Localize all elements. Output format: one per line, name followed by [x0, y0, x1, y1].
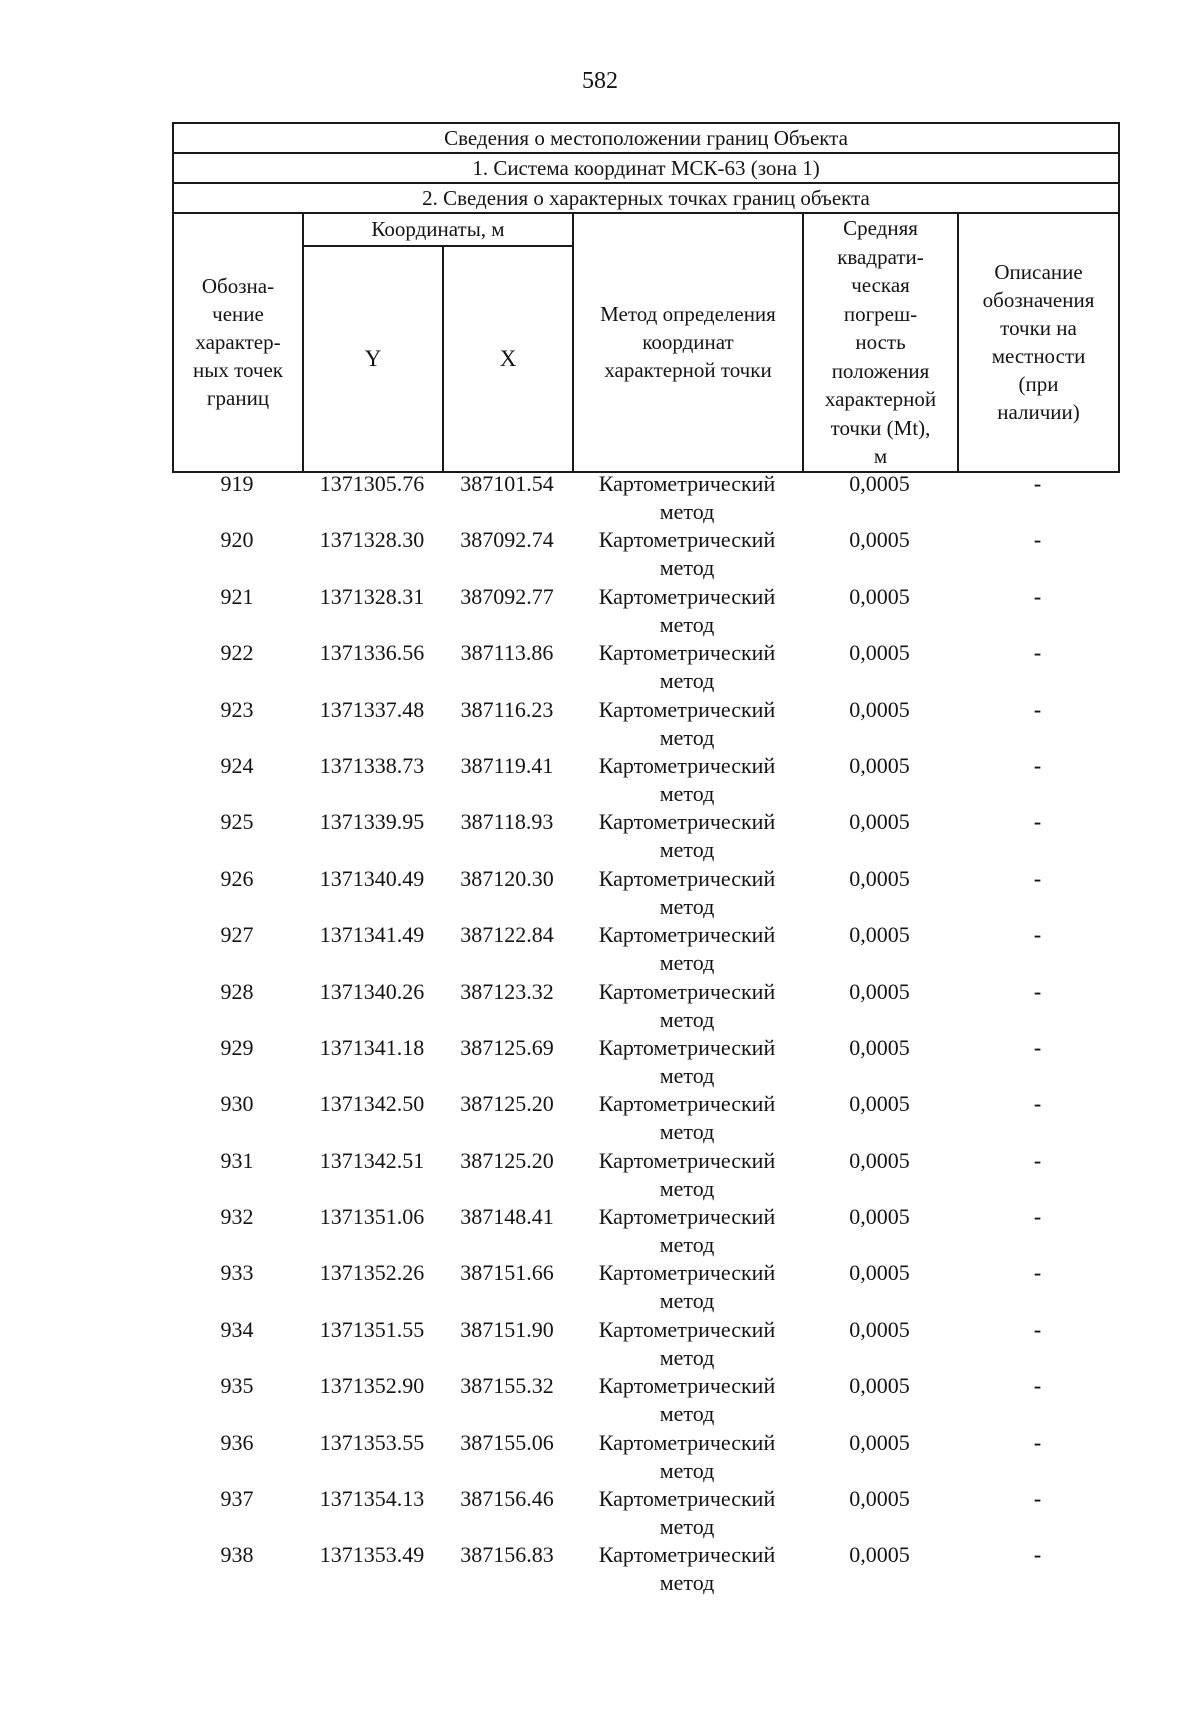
description: - — [1033, 1486, 1042, 1512]
coordinate-x: 387113.86 — [460, 640, 554, 666]
page-number: 582 — [582, 68, 618, 94]
method: Картометрический метод — [598, 1204, 776, 1258]
coordinate-y: 1371336.56 — [319, 640, 425, 666]
coordinate-x: 387120.30 — [460, 865, 554, 891]
description: - — [1033, 696, 1042, 722]
point-number: 926 — [220, 865, 254, 891]
method: Картометрический метод — [598, 583, 776, 637]
table-row — [172, 1485, 1118, 1541]
column-header-description: Описание обозначения точки на местности (при наличии) — [958, 213, 1119, 472]
coordinate-y: 1371353.49 — [319, 1542, 425, 1568]
coordinate-x: 387151.66 — [460, 1260, 554, 1286]
table-row — [172, 921, 1118, 977]
description: - — [1033, 583, 1042, 609]
error-value: 0,0005 — [849, 978, 910, 1004]
point-number: 933 — [220, 1260, 254, 1286]
boundary-points-header — [172, 122, 1120, 473]
coordinate-x: 387155.32 — [460, 1373, 554, 1399]
table-row — [172, 808, 1118, 864]
column-header-method: Метод определения координат характерной точки — [573, 213, 803, 472]
boundary-points-list — [172, 470, 1118, 1598]
point-number: 932 — [220, 1204, 254, 1230]
table-row — [172, 639, 1118, 695]
error-value: 0,0005 — [849, 865, 910, 891]
error-value: 0,0005 — [849, 471, 910, 496]
method: Картометрический метод — [598, 640, 776, 694]
point-number: 923 — [220, 696, 254, 722]
description: - — [1033, 865, 1042, 891]
method: Картометрический метод — [598, 752, 776, 806]
column-header-designation: Обозна- чение характер- ных точек границ — [173, 213, 303, 472]
coordinate-y: 1371328.31 — [319, 583, 425, 609]
error-value: 0,0005 — [849, 1486, 910, 1512]
point-number: 936 — [220, 1429, 254, 1455]
method: Картометрический метод — [598, 1034, 776, 1088]
error-value: 0,0005 — [849, 1034, 910, 1060]
description: - — [1033, 1316, 1042, 1342]
table-row — [172, 1203, 1118, 1259]
point-number: 928 — [220, 978, 254, 1004]
table-row — [172, 1429, 1118, 1485]
description: - — [1033, 1373, 1042, 1399]
coordinate-y: 1371341.18 — [319, 1034, 425, 1060]
method: Картометрический метод — [598, 1147, 776, 1201]
table-row — [172, 978, 1118, 1034]
method: Картометрический метод — [598, 527, 776, 581]
error-value: 0,0005 — [849, 1204, 910, 1230]
description: - — [1033, 1429, 1042, 1455]
table-row — [172, 526, 1118, 582]
error-value: 0,0005 — [849, 809, 910, 835]
coordinate-x: 387122.84 — [460, 922, 554, 948]
coordinate-y: 1371354.13 — [319, 1486, 425, 1512]
coordinate-y: 1371352.90 — [319, 1373, 425, 1399]
table-row — [172, 1372, 1118, 1428]
method: Картометрический метод — [598, 471, 776, 524]
method: Картометрический метод — [598, 1429, 776, 1483]
coordinate-y: 1371339.95 — [319, 809, 425, 835]
coordinate-x: 387156.83 — [460, 1542, 554, 1568]
method: Картометрический метод — [598, 1373, 776, 1427]
table-row — [172, 583, 1118, 639]
coordinate-x: 387155.06 — [460, 1429, 554, 1455]
table-row — [172, 1034, 1118, 1090]
coordinate-x: 387116.23 — [460, 696, 554, 722]
coordinate-x: 387123.32 — [460, 978, 554, 1004]
table-row — [172, 865, 1118, 921]
column-header-coordinates: Координаты, м — [303, 213, 573, 246]
coordinate-x: 387156.46 — [460, 1486, 554, 1512]
table-row — [172, 752, 1118, 808]
point-number: 934 — [220, 1316, 254, 1342]
table-row — [172, 1147, 1118, 1203]
coordinate-y: 1371353.55 — [319, 1429, 425, 1455]
description: - — [1033, 527, 1042, 553]
section-title: 2. Сведения о характерных точках границ объекта — [173, 183, 1119, 213]
method: Картометрический метод — [598, 978, 776, 1032]
error-value: 0,0005 — [849, 583, 910, 609]
method: Картометрический метод — [598, 1316, 776, 1370]
table-row — [172, 696, 1118, 752]
description: - — [1033, 922, 1042, 948]
coordinate-x: 387092.74 — [460, 527, 554, 553]
description: - — [1033, 1260, 1042, 1286]
coordinate-y: 1371305.76 — [319, 471, 425, 496]
coordinate-x: 387119.41 — [460, 752, 554, 778]
coordinate-y: 1371341.49 — [319, 922, 425, 948]
coordinate-x: 387151.90 — [460, 1316, 554, 1342]
point-number: 925 — [220, 809, 254, 835]
table-row — [172, 470, 1118, 526]
method: Картометрический метод — [598, 1091, 776, 1145]
description: - — [1033, 809, 1042, 835]
method: Картометрический метод — [598, 1260, 776, 1314]
coordinate-x: 387125.20 — [460, 1091, 554, 1117]
description: - — [1033, 640, 1042, 666]
method: Картометрический метод — [598, 1542, 776, 1596]
coordinate-y: 1371351.55 — [319, 1316, 425, 1342]
coordinate-y: 1371342.51 — [319, 1147, 425, 1173]
error-value: 0,0005 — [849, 527, 910, 553]
column-header-y: Y — [303, 246, 443, 472]
error-value: 0,0005 — [849, 1147, 910, 1173]
error-value: 0,0005 — [849, 1316, 910, 1342]
error-value: 0,0005 — [849, 1260, 910, 1286]
coordinate-y: 1371342.50 — [319, 1091, 425, 1117]
coordinate-x: 387125.20 — [460, 1147, 554, 1173]
coordinate-y: 1371352.26 — [319, 1260, 425, 1286]
table-row — [172, 1316, 1118, 1372]
coordinate-y: 1371338.73 — [319, 752, 425, 778]
coordinate-y: 1371328.30 — [319, 527, 425, 553]
point-number: 922 — [220, 640, 254, 666]
coordinate-y: 1371351.06 — [319, 1204, 425, 1230]
description: - — [1033, 471, 1042, 496]
point-number: 924 — [220, 752, 254, 778]
coordinate-y: 1371340.49 — [319, 865, 425, 891]
coordinate-x: 387092.77 — [460, 583, 554, 609]
method: Картометрический метод — [598, 696, 776, 750]
point-number: 938 — [220, 1542, 254, 1568]
column-header-x: X — [443, 246, 573, 472]
point-number: 930 — [220, 1091, 254, 1117]
coordinate-x: 387118.93 — [460, 809, 554, 835]
description: - — [1033, 1147, 1042, 1173]
method: Картометрический метод — [598, 1486, 776, 1540]
point-number: 935 — [220, 1373, 254, 1399]
error-value: 0,0005 — [849, 1373, 910, 1399]
method: Картометрический метод — [598, 809, 776, 863]
error-value: 0,0005 — [849, 696, 910, 722]
error-value: 0,0005 — [849, 922, 910, 948]
description: - — [1033, 1034, 1042, 1060]
coordinate-x: 387148.41 — [460, 1204, 554, 1230]
coordinate-y: 1371340.26 — [319, 978, 425, 1004]
point-number: 931 — [220, 1147, 254, 1173]
description: - — [1033, 1204, 1042, 1230]
error-value: 0,0005 — [849, 1542, 910, 1568]
table-row — [172, 1090, 1118, 1146]
method: Картометрический метод — [598, 865, 776, 919]
error-value: 0,0005 — [849, 1429, 910, 1455]
coordinate-system: 1. Система координат МСК-63 (зона 1) — [173, 153, 1119, 183]
column-header-error: Средняя квадрати- ческая погреш- ность положения характерной точки (Mt), м — [803, 213, 958, 472]
point-number: 920 — [220, 527, 254, 553]
method: Картометрический метод — [598, 922, 776, 976]
point-number: 927 — [220, 922, 254, 948]
point-number: 919 — [220, 471, 254, 496]
table-row — [172, 1259, 1118, 1315]
description: - — [1033, 1542, 1042, 1568]
coordinate-x: 387125.69 — [460, 1034, 554, 1060]
coordinate-x: 387101.54 — [460, 471, 554, 496]
description: - — [1033, 978, 1042, 1004]
description: - — [1033, 1091, 1042, 1117]
error-value: 0,0005 — [849, 640, 910, 666]
point-number: 937 — [220, 1486, 254, 1512]
error-value: 0,0005 — [849, 752, 910, 778]
table-row — [172, 1541, 1118, 1597]
document-title: Сведения о местоположении границ Объекта — [173, 123, 1119, 153]
error-value: 0,0005 — [849, 1091, 910, 1117]
description: - — [1033, 752, 1042, 778]
point-number: 929 — [220, 1034, 254, 1060]
point-number: 921 — [220, 583, 254, 609]
coordinate-y: 1371337.48 — [319, 696, 425, 722]
